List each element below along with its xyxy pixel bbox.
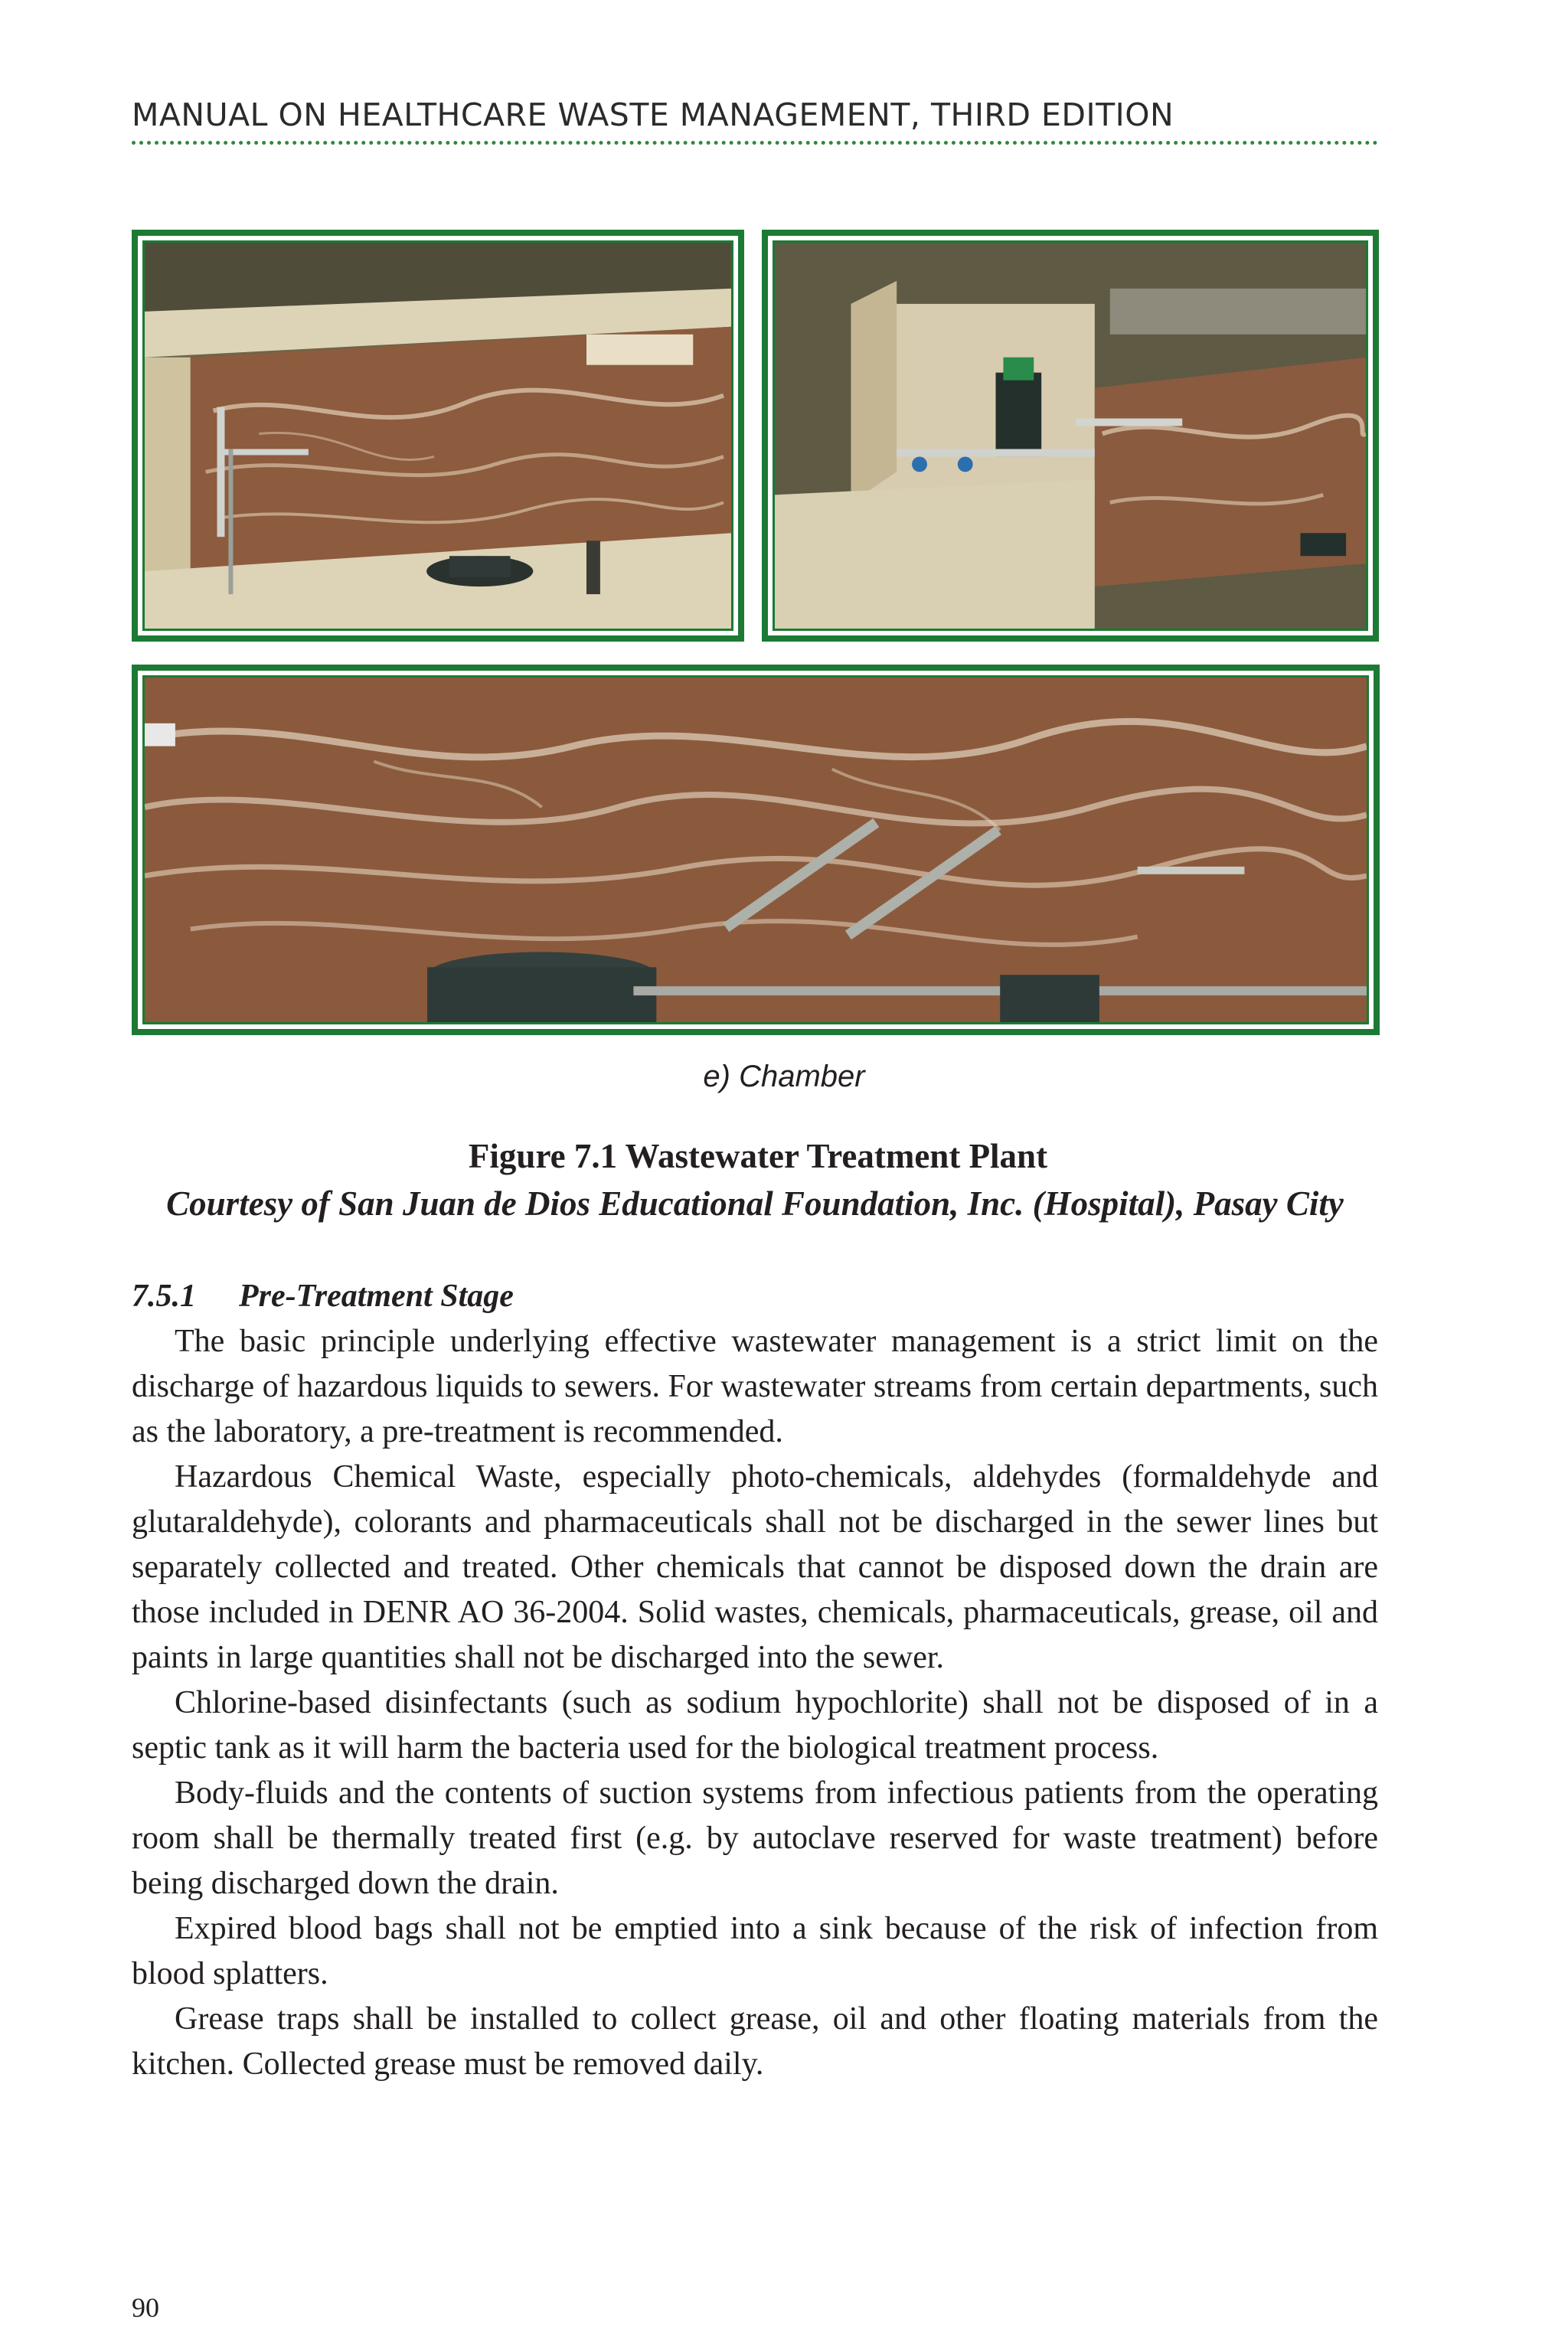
chamber-left-image [145,243,731,629]
figure-title: Figure 7.1 Wastewater Treatment Plant [468,1137,1048,1175]
figure-courtesy: Courtesy of San Juan de Dios Educational Foundation, Inc. (Hospital), Pasay City [166,1184,1344,1223]
paragraph: Expired blood bags shall not be emptied into a sink because of the risk of infection from blood splatters. [132,1911,1378,1991]
photo-aeration-tank [132,665,1380,1035]
running-header: MANUAL ON HEALTHCARE WASTE MANAGEMENT, THIRD EDITION [132,96,1378,145]
aeration-tank-image [145,678,1367,1022]
figure-subcaption: e) Chamber [703,1060,865,1093]
section-number: 7.5.1 [132,1279,196,1314]
page-number: 90 [132,2292,159,2323]
paragraph: Body-fluids and the contents of suction systems from infectious patients from the operating room shall be thermally treated first (e.g. by autoclave reserved for waste treatment) before being discharged down the drain. [132,1775,1378,1901]
paragraph: Hazardous Chemical Waste, especially photo-chemicals, aldehydes (formaldehyde and glutaraldehyde), colorants and pharmaceuticals shall not be discharged in the sewer lines but separately collected and treated. Other chemicals that cannot be disposed down the drain are those included in DENR AO 36-2004. Solid wastes, chemicals, pharmaceuticals, grease, oil and paints in large quantities shall not be discharged into the sewer. [132,1459,1378,1675]
section-title: Pre-Treatment Stage [239,1279,514,1314]
pre-treatment-section [132,1274,1378,2087]
paragraph: The basic principle underlying effective wastewater management is a strict limit on the discharge of hazardous liquids to sewers. For wastewater streams from certain departments, such as the laboratory, a pre-treatment is recommended. [132,1324,1378,1449]
photo-chamber-right [762,230,1379,642]
paragraph: Grease traps shall be installed to collect grease, oil and other floating materials from the kitchen. Collected grease must be removed daily. [132,2001,1378,2082]
paragraph: Chlorine-based disinfectants (such as sodium hypochlorite) shall not be disposed of in a septic tank as it will harm the bacteria used for the biological treatment process. [132,1685,1378,1766]
chamber-right-image [775,243,1366,629]
section-heading [132,1274,1378,1319]
photo-chamber-left [132,230,744,642]
